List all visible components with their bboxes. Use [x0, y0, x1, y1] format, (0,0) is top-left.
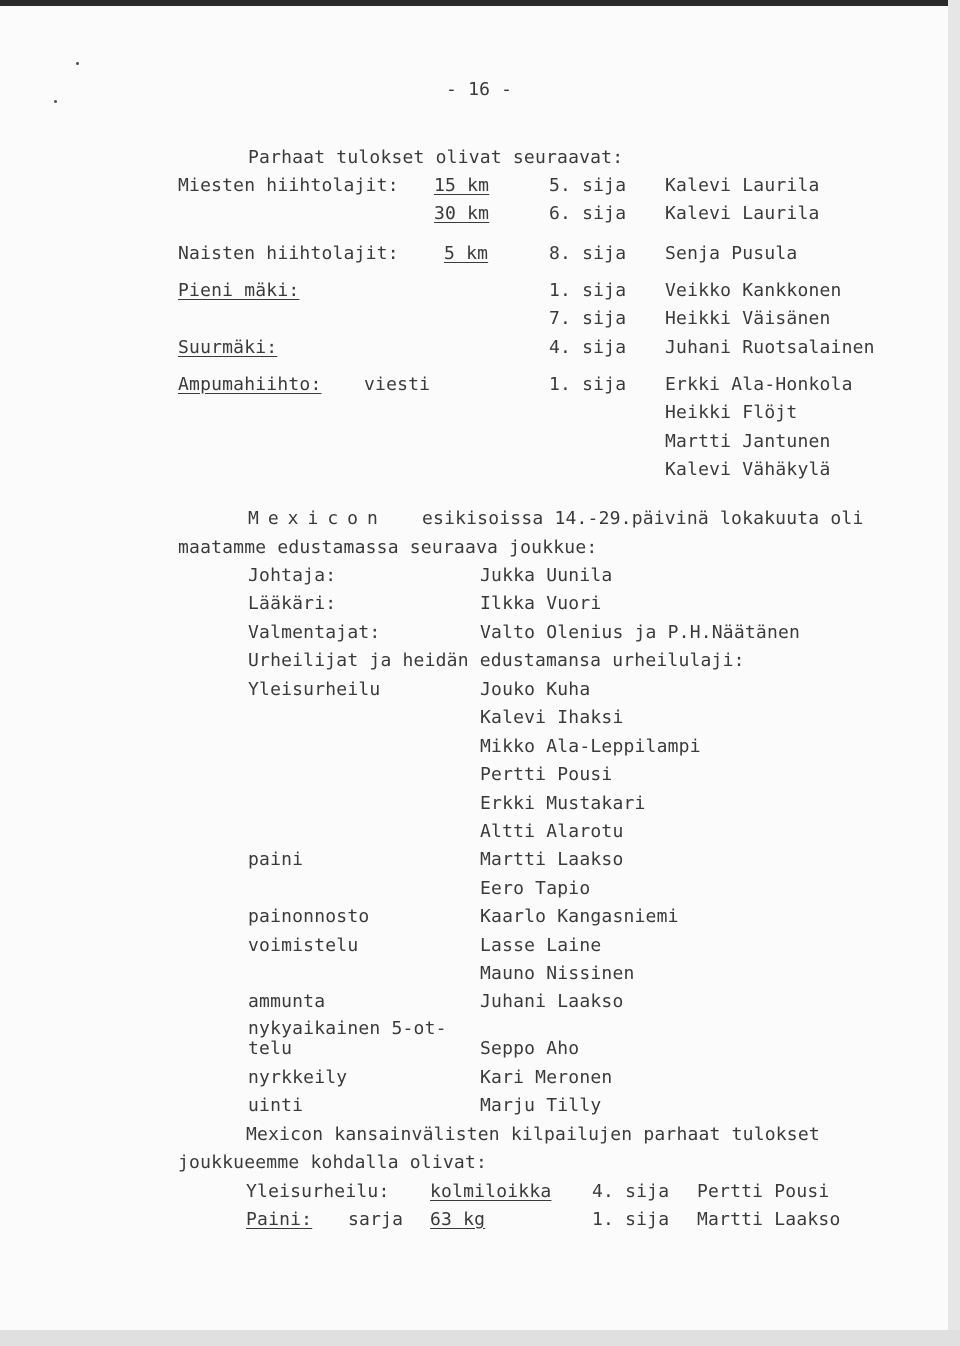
intro-line: Parhaat tulokset olivat seuraavat:	[248, 147, 624, 168]
athlete-name: Mikko Ala-Leppilampi	[480, 736, 701, 757]
pieni-place-1: 1. sija	[549, 280, 627, 301]
naisten-label: Naisten hiihtolajit:	[178, 243, 399, 264]
international-line1: Mexicon kansainvälisten kilpailujen parhaat tulokset	[246, 1124, 820, 1145]
pieni-place-2: 7. sija	[549, 308, 627, 329]
naisten-distance: 5 km	[444, 243, 489, 264]
relay-member: Erkki Ala-Honkola	[665, 374, 853, 395]
athlete-name: Juhani Laakso	[480, 991, 624, 1012]
scan-edge-bottom	[0, 1330, 960, 1346]
miesten-label: Miesten hiihtolajit:	[178, 175, 399, 196]
naisten-place: 8. sija	[549, 243, 627, 264]
international-event: 63 kg	[430, 1209, 486, 1230]
international-sport: Paini:	[246, 1209, 313, 1230]
staff-name: Ilkka Vuori	[480, 593, 602, 614]
international-name: Martti Laakso	[697, 1209, 841, 1230]
staff-role: Lääkäri:	[248, 593, 337, 614]
sport-label: uinti	[248, 1095, 304, 1116]
sport-label: nyrkkeily	[248, 1067, 348, 1088]
page-number: - 16 -	[446, 79, 513, 100]
athlete-name: Mauno Nissinen	[480, 963, 635, 984]
mexicon-spaced-word: Mexicon	[248, 508, 387, 529]
athlete-name: Martti Laakso	[480, 849, 624, 870]
relay-member: Heikki Flöjt	[665, 402, 798, 423]
athlete-name: Kari Meronen	[480, 1067, 613, 1088]
athlete-name: Eero Tapio	[480, 878, 591, 899]
sport-label: paini	[248, 849, 304, 870]
miesten-name-2: Kalevi Laurila	[665, 203, 820, 224]
staff-role: Valmentajat:	[248, 622, 381, 643]
athlete-name: Seppo Aho	[480, 1038, 580, 1059]
sport-label: nykyaikainen 5-ot-	[248, 1018, 447, 1039]
pieni-name-2: Heikki Väisänen	[665, 308, 831, 329]
suurmaki-place: 4. sija	[549, 337, 627, 358]
mexicon-line2: maatamme edustamassa seuraava joukkue:	[178, 537, 598, 558]
athlete-name: Altti Alarotu	[480, 821, 624, 842]
scan-speck	[76, 62, 79, 65]
suurmaki-name: Juhani Ruotsalainen	[665, 337, 875, 358]
scan-speck	[54, 100, 57, 103]
staff-name: Jukka Uunila	[480, 565, 613, 586]
athlete-name: Marju Tilly	[480, 1095, 602, 1116]
scan-edge-right	[948, 0, 960, 1346]
international-place: 1. sija	[592, 1209, 670, 1230]
mexicon-line1: esikisoissa 14.-29.päivinä lokakuuta oli	[422, 508, 864, 529]
ampumahiihto-place: 1. sija	[549, 374, 627, 395]
international-name: Pertti Pousi	[697, 1181, 830, 1202]
sport-label: Yleisurheilu	[248, 679, 381, 700]
athlete-name: Jouko Kuha	[480, 679, 591, 700]
miesten-place-2: 6. sija	[549, 203, 627, 224]
international-sport: Yleisurheilu:	[246, 1181, 390, 1202]
international-place: 4. sija	[592, 1181, 670, 1202]
relay-member: Martti Jantunen	[665, 431, 831, 452]
miesten-name-1: Kalevi Laurila	[665, 175, 820, 196]
miesten-place-1: 5. sija	[549, 175, 627, 196]
sport-label: voimistelu	[248, 935, 359, 956]
athlete-name: Kalevi Ihaksi	[480, 707, 624, 728]
athlete-name: Kaarlo Kangasniemi	[480, 906, 679, 927]
athlete-name: Erkki Mustakari	[480, 793, 646, 814]
suurmaki-label: Suurmäki:	[178, 337, 278, 358]
pieni-maki-label: Pieni mäki:	[178, 280, 300, 301]
international-series: sarja	[348, 1209, 404, 1230]
ampumahiihto-label: Ampumahiihto:	[178, 374, 322, 395]
sport-label-continued: telu	[248, 1038, 293, 1059]
relay-member: Kalevi Vähäkylä	[665, 459, 831, 480]
staff-name: Valto Olenius ja P.H.Näätänen	[480, 622, 801, 643]
miesten-distance-2: 30 km	[434, 203, 490, 224]
staff-role: Johtaja:	[248, 565, 337, 586]
athletes-heading: Urheilijat ja heidän edustamansa urheilulaji:	[248, 650, 745, 671]
miesten-distance-1: 15 km	[434, 175, 490, 196]
scan-edge-top	[0, 0, 960, 6]
international-event: kolmiloikka	[430, 1181, 552, 1202]
sport-label: painonnosto	[248, 906, 370, 927]
athlete-name: Pertti Pousi	[480, 764, 613, 785]
naisten-name: Senja Pusula	[665, 243, 798, 264]
international-line2: joukkueemme kohdalla olivat:	[178, 1152, 488, 1173]
sport-label: ammunta	[248, 991, 326, 1012]
athlete-name: Lasse Laine	[480, 935, 602, 956]
pieni-name-1: Veikko Kankkonen	[665, 280, 842, 301]
ampumahiihto-event: viesti	[364, 374, 431, 395]
